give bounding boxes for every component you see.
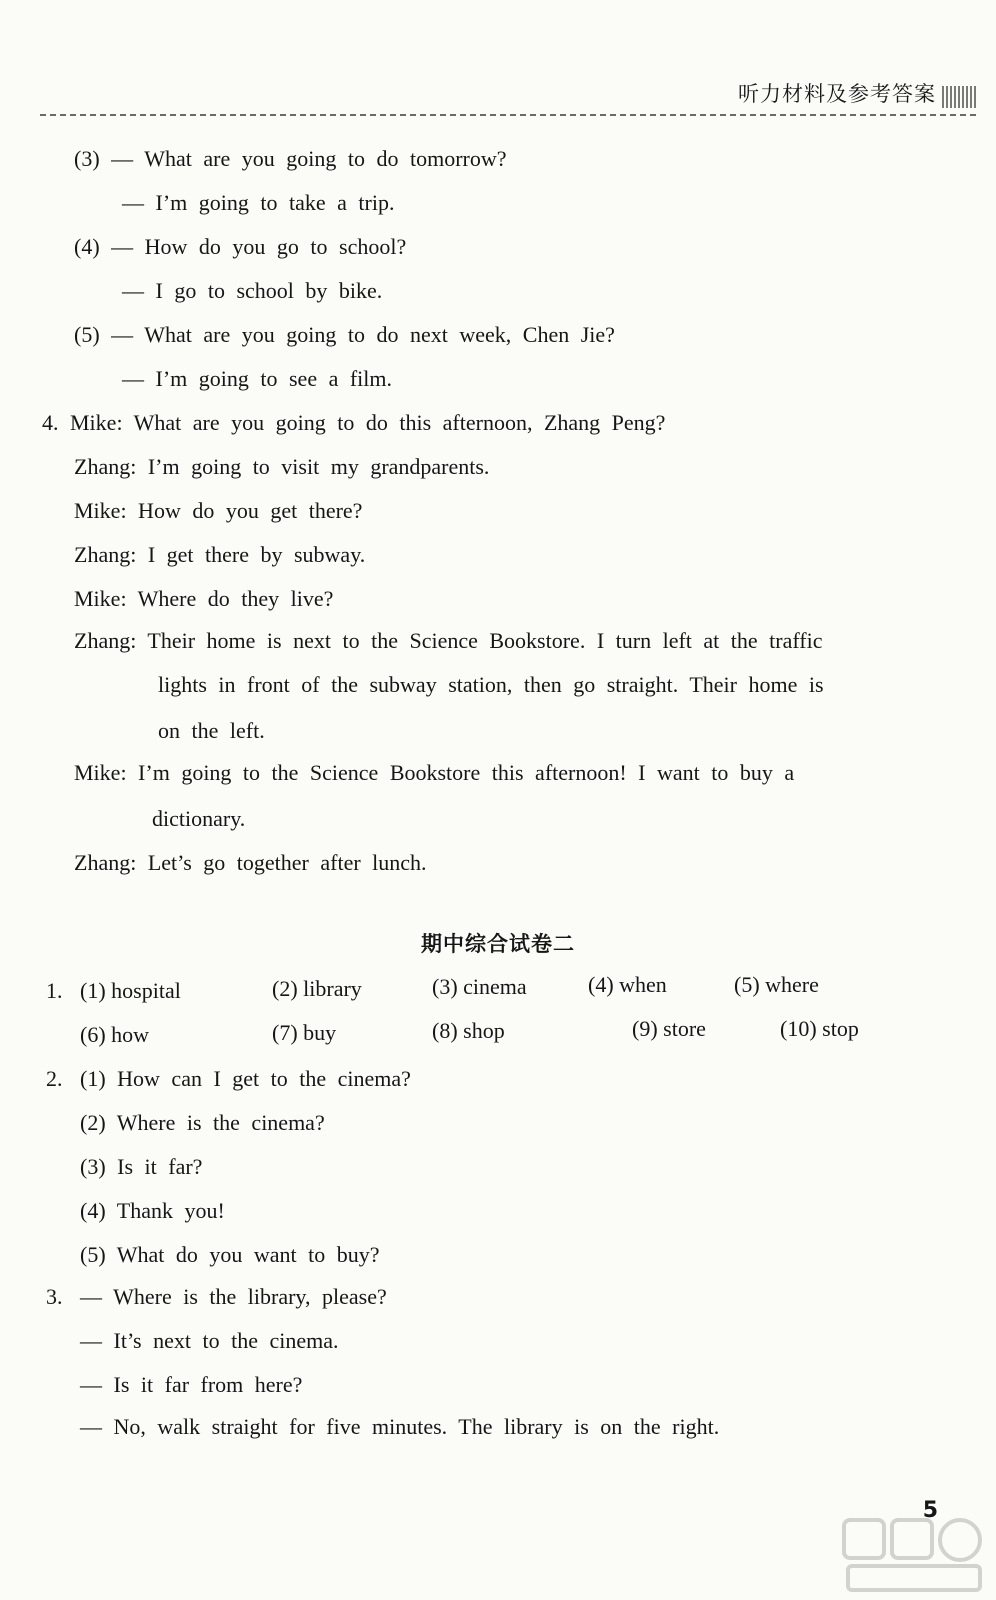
- answer-item: (4) Thank you!: [80, 1198, 225, 1223]
- dialogue-line: lights in front of the subway station, then go straight. Their home is: [158, 672, 824, 697]
- answer-item: (9) store: [632, 1016, 706, 1041]
- answer-item: (7) buy: [272, 1020, 337, 1045]
- answer-item: — Where is the library, please?: [80, 1284, 387, 1309]
- dialogue-line: Mike: How do you get there?: [74, 498, 363, 523]
- answer-item: (3) cinema: [432, 974, 527, 999]
- dialogue-line: on the left.: [158, 718, 265, 743]
- dialogue-line: Zhang: I’m going to visit my grandparents.: [74, 454, 490, 479]
- dialogue-line: Mike: I’m going to the Science Bookstore this afternoon! I want to buy a: [74, 760, 795, 785]
- answer-item: (2) Where is the cinema?: [80, 1110, 325, 1135]
- answer-item: (10) stop: [780, 1016, 859, 1041]
- dialogue-line: (4) — How do you go to school?: [74, 234, 407, 259]
- answer-number: 3.: [46, 1284, 63, 1309]
- header-decoration: [942, 86, 976, 108]
- answer-item: (2) library: [272, 976, 362, 1001]
- dialogue-line: (3) — What are you going to do tomorrow?: [74, 146, 507, 171]
- section-title: 期中综合试卷二: [421, 932, 575, 956]
- answer-item: (1) How can I get to the cinema?: [80, 1066, 411, 1091]
- answer-item: (5) What do you want to buy?: [80, 1242, 380, 1267]
- answer-item: — Is it far from here?: [80, 1372, 303, 1397]
- header-divider: [40, 114, 976, 116]
- dialogue-line: (5) — What are you going to do next week, Chen Jie?: [74, 322, 615, 347]
- watermark-logo: [838, 1510, 988, 1596]
- dialogue-line: Zhang: Let’s go together after lunch.: [74, 850, 427, 875]
- answer-item: (3) Is it far?: [80, 1154, 203, 1179]
- answer-item: (4) when: [588, 972, 667, 997]
- answer-item: — It’s next to the cinema.: [80, 1328, 339, 1353]
- answer-number: 1.: [46, 978, 63, 1003]
- dialogue-line: 4. Mike: What are you going to do this afternoon, Zhang Peng?: [42, 410, 666, 435]
- answer-item: (5) where: [734, 972, 819, 997]
- answer-item: (1) hospital: [80, 978, 181, 1003]
- page-number: 5: [922, 1498, 938, 1523]
- header-title: 听力材料及参考答案: [738, 82, 936, 106]
- dialogue-line: — I’m going to see a film.: [122, 366, 393, 391]
- dialogue-line: Zhang: I get there by subway.: [74, 542, 366, 567]
- answer-number: 2.: [46, 1066, 63, 1091]
- dialogue-line: Mike: Where do they live?: [74, 586, 334, 611]
- dialogue-line: dictionary.: [152, 806, 246, 831]
- dialogue-line: — I’m going to take a trip.: [122, 190, 395, 215]
- answer-item: (8) shop: [432, 1018, 505, 1043]
- answer-item: (6) how: [80, 1022, 150, 1047]
- dialogue-line: Zhang: Their home is next to the Science Bookstore. I turn left at the traffic: [74, 628, 823, 653]
- answer-item: — No, walk straight for five minutes. The library is on the right.: [80, 1414, 720, 1439]
- dialogue-line: — I go to school by bike.: [122, 278, 383, 303]
